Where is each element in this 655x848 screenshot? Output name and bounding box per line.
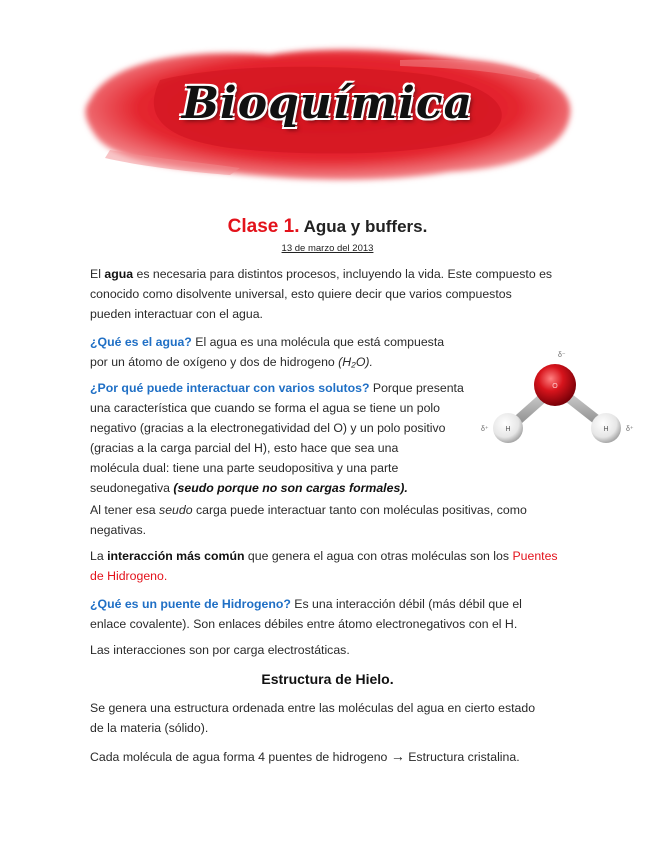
delta-plus-label-right: δ⁺ bbox=[626, 426, 634, 433]
interaction-paragraph: La interacción más común que genera el agua con otras moléculas son los Puentes de Hidrogeno. bbox=[90, 549, 558, 583]
oxygen-label: O bbox=[552, 383, 558, 390]
intro-paragraph: El agua es necesaria para distintos procesos, incluyendo la vida. Este compuesto es conocido como disolvente universal, esto quiere decir que varios compuestos pueden interactuar con el agua. bbox=[90, 267, 553, 321]
arrow-right-icon: → bbox=[390, 748, 405, 764]
seudo-paragraph: Al tener esa seudo carga puede interactuar tanto con moléculas positivas, como negativas. bbox=[90, 503, 527, 537]
lesson-date: 13 de marzo del 2013 bbox=[281, 243, 374, 254]
crystal-paragraph: Cada molécula de agua forma 4 puentes de hidrogeno → Estructura cristalina. bbox=[90, 748, 520, 764]
section-heading-ice: Estructura de Hielo. bbox=[261, 671, 394, 687]
delta-plus-label-left: δ⁺ bbox=[481, 426, 489, 433]
hydrogen-label-left: H bbox=[505, 426, 511, 433]
question-solutes-paragraph: ¿Por qué puede interactuar con varios solutos? Porque presenta una característica que cuando se forma el agua se tiene un polo negativo (gracias a la electronegatividad del O) y un polo positivo (gracias a la carga parcial del H), esto hace que sea una molécula dual: tiene una parte seudopositiva y una parte seudonegativa (seudo porque no son cargas formales). bbox=[90, 381, 464, 495]
question-water-paragraph: ¿Qué es el agua? El agua es una molécula que está compuesta por un átomo de oxígeno y dos de hidrogeno (H₂O). bbox=[90, 335, 445, 369]
delta-minus-label: δ⁻ bbox=[558, 352, 566, 359]
lesson-topic: Agua y buffers. bbox=[303, 217, 428, 236]
hydrogen-label-right: H bbox=[603, 426, 609, 433]
question-water: ¿Qué es el agua? bbox=[90, 335, 192, 349]
water-molecule-diagram bbox=[478, 345, 638, 455]
question-hydrogen-bond: ¿Qué es un puente de Hidrogeno? bbox=[90, 597, 291, 611]
ice-paragraph: Se genera una estructura ordenada entre las moléculas del agua en cierto estado de la materia (sólido). bbox=[90, 701, 536, 735]
lesson-number: Clase 1. bbox=[227, 216, 300, 237]
question-solutes: ¿Por qué puede interactuar con varios solutos? bbox=[90, 381, 370, 395]
charges-paragraph: Las interacciones son por carga electrostáticas. bbox=[90, 643, 350, 657]
page-title: Bioquímica bbox=[181, 78, 474, 129]
lesson-heading bbox=[0, 216, 655, 238]
hydrogen-bond-paragraph: ¿Qué es un puente de Hidrogeno? Es una interacción débil (más débil que el enlace covalente). Son enlaces débiles entre átomo electronegativos con el H. bbox=[90, 597, 522, 631]
